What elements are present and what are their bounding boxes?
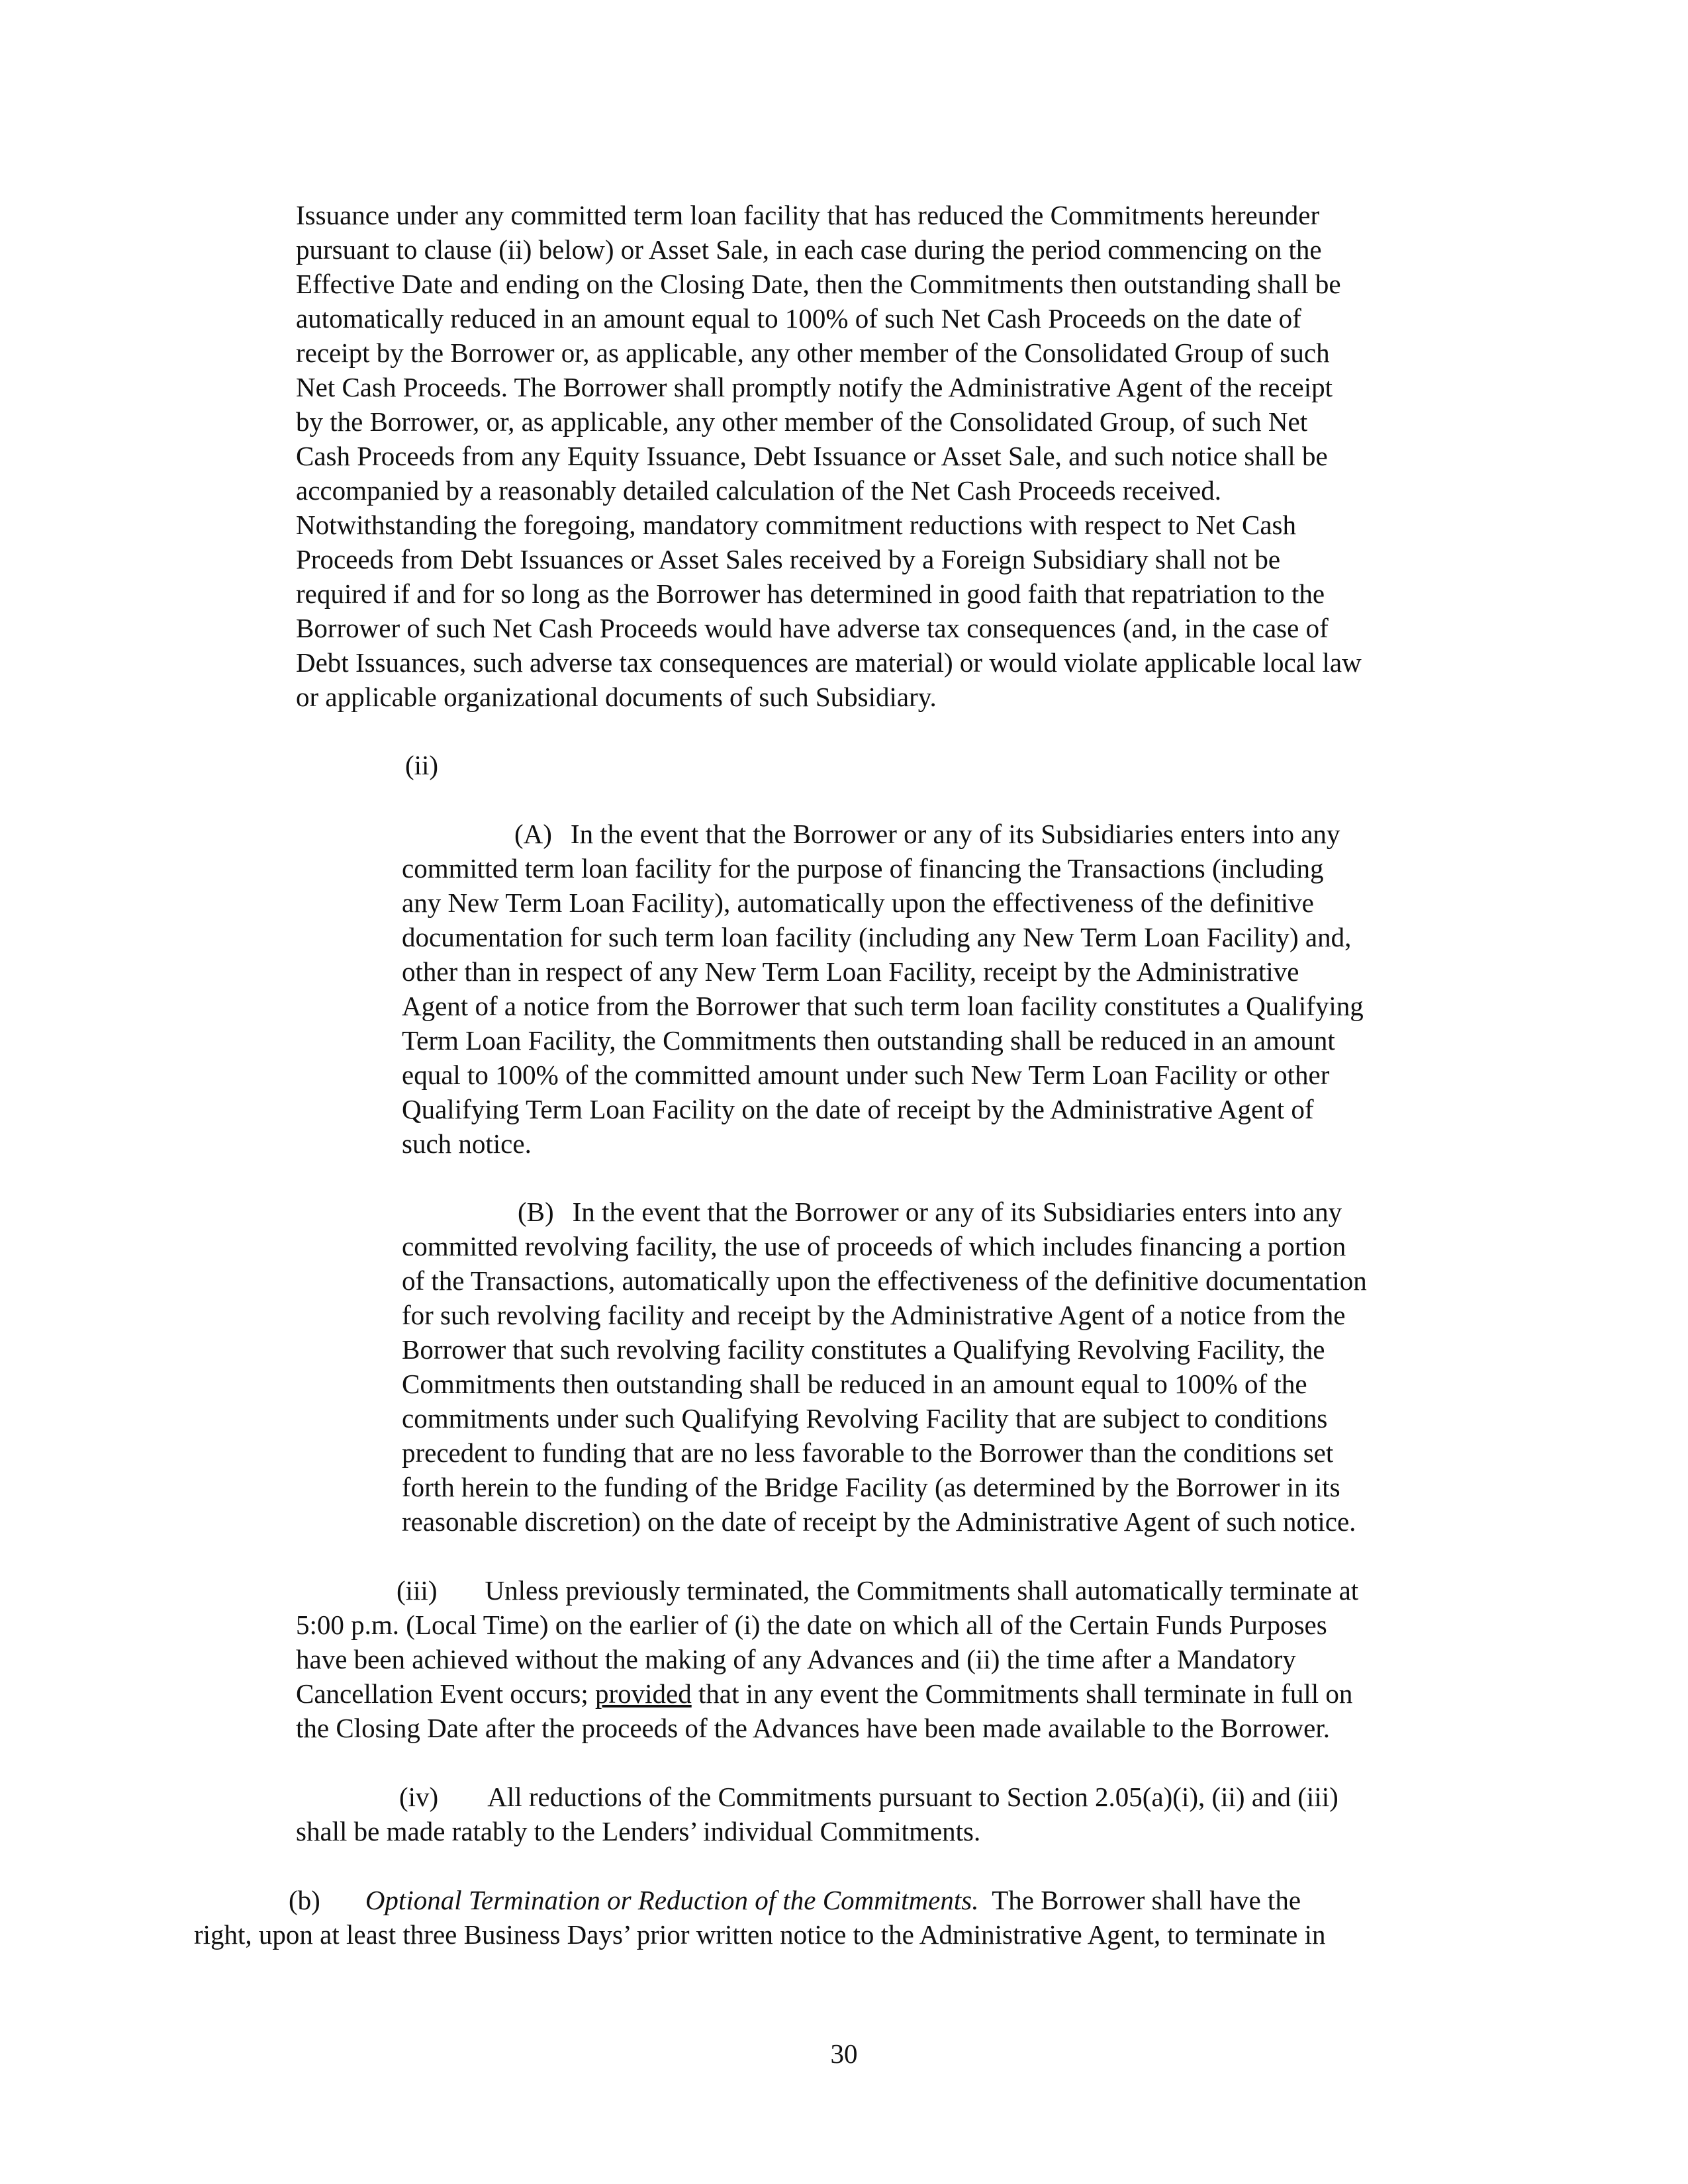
clause-iii-line-4-start: Cancellation Event occurs; xyxy=(296,1678,595,1709)
clause-b-marker: (B) xyxy=(518,1197,554,1227)
clause-b-line: Borrower that such revolving facility constitutes a Qualifying Revolving Facility, the xyxy=(402,1334,1325,1365)
clause-b-line: Commitments then outstanding shall be reduced in an amount equal to 100% of the xyxy=(402,1369,1307,1399)
intro-paragraph-line: accompanied by a reasonably detailed calculation of the Net Cash Proceeds received. xyxy=(296,475,1221,506)
intro-paragraph-line: Notwithstanding the foregoing, mandatory commitment reductions with respect to Net Cash xyxy=(296,510,1296,540)
clause-b-line: committed revolving facility, the use of proceeds of which includes financing a portion xyxy=(402,1231,1346,1261)
intro-paragraph-line: pursuant to clause (ii) below) or Asset Sale, in each case during the period commencing on the xyxy=(296,234,1322,265)
clause-iii-line-4-end: that in any event the Commitments shall terminate in full on xyxy=(691,1678,1353,1709)
clause-iii-line-2: 5:00 p.m. (Local Time) on the earlier of (i) the date on which all of the Certain Funds Purposes xyxy=(296,1610,1327,1640)
intro-paragraph-line: Effective Date and ending on the Closing Date, then the Commitments then outstanding shall be xyxy=(296,269,1341,299)
clause-a-line: documentation for such term loan facility (including any New Term Loan Facility) and, xyxy=(402,922,1352,952)
clause-a-line: any New Term Loan Facility), automatically upon the effectiveness of the definitive xyxy=(402,887,1314,918)
clause-a-first-line: In the event that the Borrower or any of its Subsidiaries enters into any xyxy=(570,819,1340,849)
clause-iii-line-5: the Closing Date after the proceeds of the Advances have been made available to the Borrower. xyxy=(296,1713,1330,1743)
intro-paragraph-line: receipt by the Borrower or, as applicable, any other member of the Consolidated Group of such xyxy=(296,338,1330,368)
clause-b-line: of the Transactions, automatically upon the effectiveness of the definitive documentation xyxy=(402,1265,1367,1296)
intro-paragraph-line: Borrower of such Net Cash Proceeds would have adverse tax consequences (and, in the case of xyxy=(296,613,1329,643)
clause-a-marker: (A) xyxy=(514,819,552,849)
clause-iv-paragraph xyxy=(296,1780,1338,1848)
clause-iii-marker: (iii) xyxy=(397,1575,438,1606)
clause-b-first-line: In the event that the Borrower or any of its Subsidiaries enters into any xyxy=(572,1197,1342,1227)
intro-paragraph-line: or applicable organizational documents of such Subsidiary. xyxy=(296,682,937,712)
clause-b-optional-line-2: right, upon at least three Business Days’ prior written notice to the Administrative Agent, to terminate in xyxy=(194,1919,1326,1950)
clause-a-line: Agent of a notice from the Borrower that such term loan facility constitutes a Qualifying xyxy=(402,991,1364,1021)
clause-a-line: equal to 100% of the committed amount under such New Term Loan Facility or other xyxy=(402,1060,1330,1090)
intro-paragraph-line: Cash Proceeds from any Equity Issuance, Debt Issuance or Asset Sale, and such notice shall be xyxy=(296,441,1328,471)
clause-iii-line-4 xyxy=(296,1676,1358,1711)
clause-b-line: reasonable discretion) on the date of receipt by the Administrative Agent of such notice. xyxy=(402,1506,1356,1537)
section-heading: Optional Termination or Reduction of the Commitments. xyxy=(365,1885,979,1915)
intro-paragraph-line: automatically reduced in an amount equal to 100% of such Net Cash Proceeds on the date of xyxy=(296,303,1301,334)
clause-a-line: such notice. xyxy=(402,1128,532,1159)
intro-paragraph-line: Issuance under any committed term loan facility that has reduced the Commitments hereunder xyxy=(296,200,1320,230)
clause-ii-label: (ii) xyxy=(405,750,439,780)
clause-b-line: for such revolving facility and receipt by the Administrative Agent of a notice from the xyxy=(402,1300,1346,1330)
clause-iii-paragraph xyxy=(296,1573,1358,1745)
clause-b-optional-marker: (b) xyxy=(289,1885,320,1915)
clause-a-paragraph xyxy=(402,817,1364,1161)
clause-a-line: Term Loan Facility, the Commitments then outstanding shall be reduced in an amount xyxy=(402,1025,1335,1056)
clause-iv-line-2: shall be made ratably to the Lenders’ individual Commitments. xyxy=(296,1816,981,1846)
clause-a-line: Qualifying Term Loan Facility on the date of receipt by the Administrative Agent of xyxy=(402,1094,1314,1124)
intro-paragraph-line: by the Borrower, or, as applicable, any other member of the Consolidated Group, of such Net xyxy=(296,406,1308,437)
intro-paragraph-line: Net Cash Proceeds. The Borrower shall promptly notify the Administrative Agent of the receipt xyxy=(296,372,1333,402)
clause-b-optional-first-line: The Borrower shall have the xyxy=(978,1885,1301,1915)
clause-a-line: committed term loan facility for the purpose of financing the Transactions (including xyxy=(402,853,1324,884)
clause-b-line: commitments under such Qualifying Revolving Facility that are subject to conditions xyxy=(402,1403,1328,1433)
intro-paragraph xyxy=(296,198,1362,714)
clause-b-line: precedent to funding that are no less favorable to the Borrower than the conditions set xyxy=(402,1437,1334,1468)
clause-b-paragraph xyxy=(402,1195,1367,1539)
intro-paragraph-line: required if and for so long as the Borrower has determined in good faith that repatriation to the xyxy=(296,578,1325,609)
clause-iii-first-line: Unless previously terminated, the Commitments shall automatically terminate at xyxy=(485,1575,1359,1606)
clause-b-lines xyxy=(402,1229,1367,1539)
clause-a-lines xyxy=(402,851,1364,1161)
clause-a-line: other than in respect of any New Term Loan Facility, receipt by the Administrative xyxy=(402,956,1299,987)
page-number: 30 xyxy=(830,2038,858,2069)
clause-b-optional-paragraph xyxy=(194,1883,1326,1952)
clause-iii-line-3: have been achieved without the making of any Advances and (ii) the time after a Mandatory xyxy=(296,1644,1296,1674)
clause-ii-marker xyxy=(405,748,438,782)
provided-term: provided xyxy=(594,1678,692,1709)
intro-paragraph-line: Proceeds from Debt Issuances or Asset Sales received by a Foreign Subsidiary shall not be xyxy=(296,544,1281,574)
intro-paragraph-line: Debt Issuances, such adverse tax consequences are material) or would violate applicable local law xyxy=(296,647,1362,678)
clause-iv-first-line: All reductions of the Commitments pursuant to Section 2.05(a)(i), (ii) and (iii) xyxy=(487,1782,1338,1812)
clause-iv-marker: (iv) xyxy=(399,1782,439,1812)
clause-b-line: forth herein to the funding of the Bridge Facility (as determined by the Borrower in its xyxy=(402,1472,1340,1502)
